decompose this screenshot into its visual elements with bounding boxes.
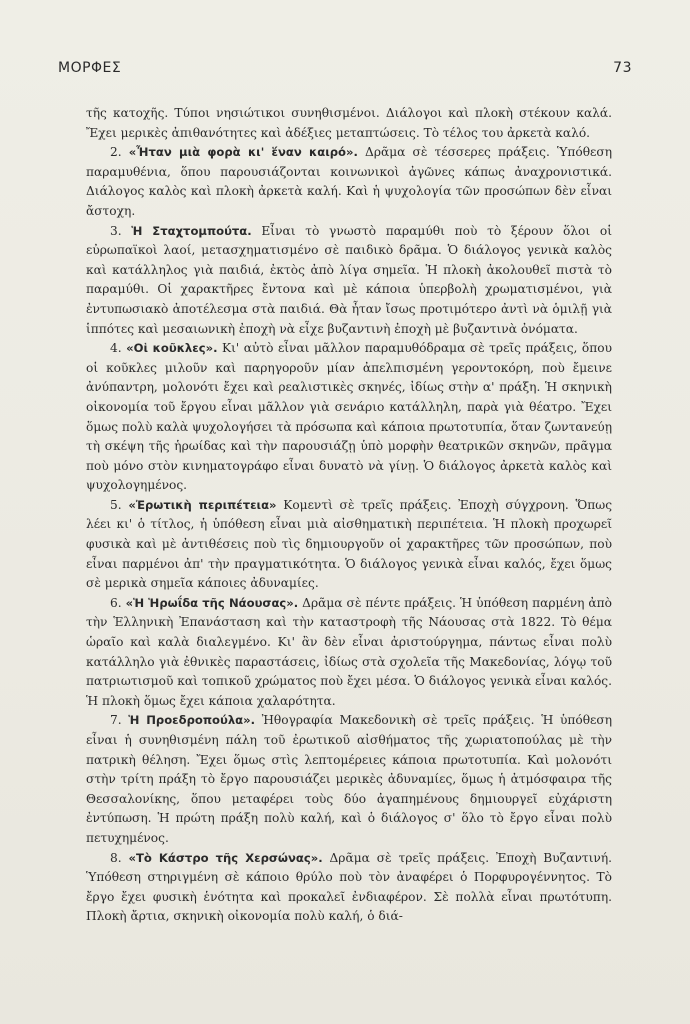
entry-text: Δρᾶμα σὲ πέντε πράξεις. Ἡ ὑπόθεση παρμένη ἀπὸ τὴν Ἑλληνικὴ Ἐπανάσταση καὶ τὴν καταστροφὴ τῆς Νάουσας στὰ 1822. Τὸ θέμα ὡραῖο καὶ καλὰ διαλεγμένο. Κι' ἂν δὲν εἶναι ἀριστούργημα, πάντως εἶναι πολὺ κατάλληλο γιὰ ἐθνικὲς παραστάσεις, ἰδίως στὰ σχολεῖα τῆς Μακεδονίας, λόγῳ τοῦ πατριωτισμοῦ καὶ τοπικοῦ χρώματος ποὺ ἔχει μέσα. Ὁ διάλογος γενικὰ εἶναι καλός. Ἡ πλοκὴ ὅμως ἔχει κάποια χαλαρότητα. bbox=[86, 595, 612, 708]
entry-text: Δρᾶμα σὲ τέσσερες πράξεις. Ὑπόθεση παραμυθένια, ὅπου παρουσιάζονται κοινωνικοὶ ἀγῶνες κάπως ἀναχρονιστικά. Διάλογος καλὸς καὶ πλοκὴ ἀρκετὰ καλή. Καὶ ἡ ψυχολογία τῶν προσώπων δὲν εἶναι ἄστοχη. bbox=[86, 145, 612, 218]
entry-text: Εἶναι τὸ γνωστὸ παραμύθι ποὺ τὸ ξέρουν ὅλοι οἱ εὐρωπαϊκοὶ λαοί, μετασχηματισμένο σὲ παιδικὸ δρᾶμα. Ὁ διάλογος γενικὰ καλὸς καὶ κατάλληλος γιὰ παιδιά, ἐκτὸς ἀπὸ λίγα σημεῖα. Ἡ πλοκὴ ἀκολουθεῖ πιστὰ τὸ παραμύθι. Οἱ χαρακτῆρες ἔντονα καὶ μὲ κάποια ὑπερβολὴ χρωματισμένοι, γιὰ ἐντυπωσιακὸ ἀποτέλεσμα στὰ παιδιά. Θὰ ἦταν ἴσως προτιμότερο ἀντὶ νὰ ὁμιλῇ γιὰ ἱππότες καὶ μεσαιωνικὴ ἐποχὴ νὰ εἶχε βυζαντινὴ ἐποχὴ μὲ βυζαντινὰ ὀνόματα. bbox=[86, 223, 612, 336]
body-text bbox=[86, 104, 612, 927]
entry-number: 8. bbox=[110, 850, 122, 865]
entry-6 bbox=[86, 594, 612, 712]
page-header bbox=[58, 60, 632, 82]
entry-5 bbox=[86, 496, 612, 594]
entry-text: Ἠθογραφία Μακεδονικὴ σὲ τρεῖς πράξεις. Ἡ ὑπόθεση εἶναι ἡ συνηθισμένη πάλη τοῦ ἐρωτικοῦ αἰσθήματος τῆς χωριατοπούλας μὲ τὴν πατρικὴ θέληση. Ἔχει ὅμως στὶς λεπτομέρειες κάποια πρωτοτυπία. Καὶ μολονότι στὴν τρίτη πράξη τὸ ἔργο παρουσιάζει μερικὲς ἀδυναμίες, ὅμως ἡ ἀτμόσφαιρα τῆς Θεσσαλονίκης, ὅπου μεταφέρει τοὺς δύο ἀγαπημένους δημιουργεῖ εὐχάριστη ἐντύπωση. Ἡ πρώτη πράξη πολὺ καλή, καὶ ὁ διάλογος σ' ὅλο τὸ ἔργο εἶναι πολὺ πετυχημένος. bbox=[86, 713, 612, 845]
entry-8 bbox=[86, 849, 612, 927]
entry-4 bbox=[86, 339, 612, 496]
entry-title: «Ἦταν μιὰ φορὰ κι' ἕναν καιρό». bbox=[128, 145, 358, 160]
entry-number: 2. bbox=[110, 145, 122, 160]
entry-text: Κομεντὶ σὲ τρεῖς πράξεις. Ἐποχὴ σύγχρονη. Ὅπως λέει κι' ὁ τίτλος, ἡ ὑπόθεση εἶναι μιὰ αἰσθηματικὴ περιπέτεια. Ἡ πλοκὴ προχωρεῖ φυσικὰ καὶ μὲ ἀντιθέσεις ποὺ τὶς δημιουργοῦν οἱ χαρακτῆρες τῶν προσώπων, ποὺ εἶναι παρμένοι ἀπ' τὴν πραγματικότητα. Ὁ διάλογος γενικὰ εἶναι καλός, ἔχει ὅμως σὲ μερικὰ σημεῖα κάποιες ἀδυναμίες. bbox=[86, 497, 613, 591]
entry-title: «Τὸ Κάστρο τῆς Χερσώνας». bbox=[128, 850, 323, 865]
entry-number: 3. bbox=[110, 223, 122, 238]
entry-title: Ἡ Σταχτομπούτα. bbox=[131, 223, 252, 238]
entry-text: Κι' αὐτὸ εἶναι μᾶλλον παραμυθόδραμα σὲ τρεῖς πράξεις, ὅπου οἱ κοῦκλες μιλοῦν καὶ παρηγοροῦν μίαν ἀπελπισμένη γεροντοκόρη, ποὺ ἔμεινε ἀνύπαντρη, μολονότι ἔχει καὶ ρεαλιστικὲς σκηνές, ἰδίως στὴν α' πράξη. Ἡ σκηνικὴ οἰκονομία τοῦ ἔργου εἶναι μᾶλλον γιὰ σενάριο κατάλληλη, παρὰ γιὰ θέατρο. Ἔχει ὅμως πολὺ καλὰ ψυχολογήσει τὰ πρόσωπα καὶ κάποια πρωτοτυπία, ὅταν ζωντανεύῃ τὴ σκέψη τῆς ἡρωίδας καὶ τὴν παρουσιάζῃ ὑπὸ μορφὴν θεατρικῶν σκηνῶν, πρᾶγμα ποὺ μόνο στὸν κινηματογράφο εἶναι δυνατὸ νὰ γίνῃ. Ὁ διάλογος ἀρκετὰ καλὸς καὶ ψυχολογημένος. bbox=[86, 341, 612, 493]
entry-number: 4. bbox=[110, 341, 122, 356]
entry-number: 5. bbox=[110, 497, 122, 512]
entry-number: 7. bbox=[110, 713, 122, 728]
entry-title: «Οἱ κοῦκλες». bbox=[126, 341, 218, 356]
entry-title: «Ἡ Ἡρωΐδα τῆς Νάουσας». bbox=[125, 595, 299, 610]
entry-2 bbox=[86, 143, 612, 221]
entry-3 bbox=[86, 222, 612, 340]
intro-paragraph: τῆς κατοχῆς. Τύποι νησιώτικοι συνηθισμένοι. Διάλογοι καὶ πλοκὴ στέκουν καλά. Ἔχει μερικὲς ἀπιθανότητες καὶ ἀδέξιες μεταπτώσεις. Τὸ τέλος του ἀρκετὰ καλό. bbox=[86, 106, 612, 140]
entry-title: «Ἐρωτικὴ περιπέτεια» bbox=[128, 497, 277, 512]
entry-text: Δρᾶμα σὲ τρεῖς πράξεις. Ἐποχὴ Βυζαντινή. Ὑπόθεση στηριγμένη σὲ κάποιο θρύλο ποὺ τὸν ἀναφέρει ὁ Πορφυρογέννητος. Τὸ ἔργο ἔχει φυσικὴ ἑνότητα καὶ προκαλεῖ ἐνδιαφέρον. Σὲ πολλὰ εἶναι πρωτότυπη. Πλοκὴ ἄρτια, σκηνικὴ οἰκονομία πολὺ καλή, ὁ διά- bbox=[86, 850, 612, 924]
entry-title: Ἡ Προεδροπούλα». bbox=[128, 713, 256, 728]
entry-number: 6. bbox=[110, 595, 122, 610]
entry-7 bbox=[86, 711, 612, 848]
running-title: ΜΟΡΦΕΣ bbox=[58, 60, 122, 76]
page-number: 73 bbox=[613, 60, 632, 76]
